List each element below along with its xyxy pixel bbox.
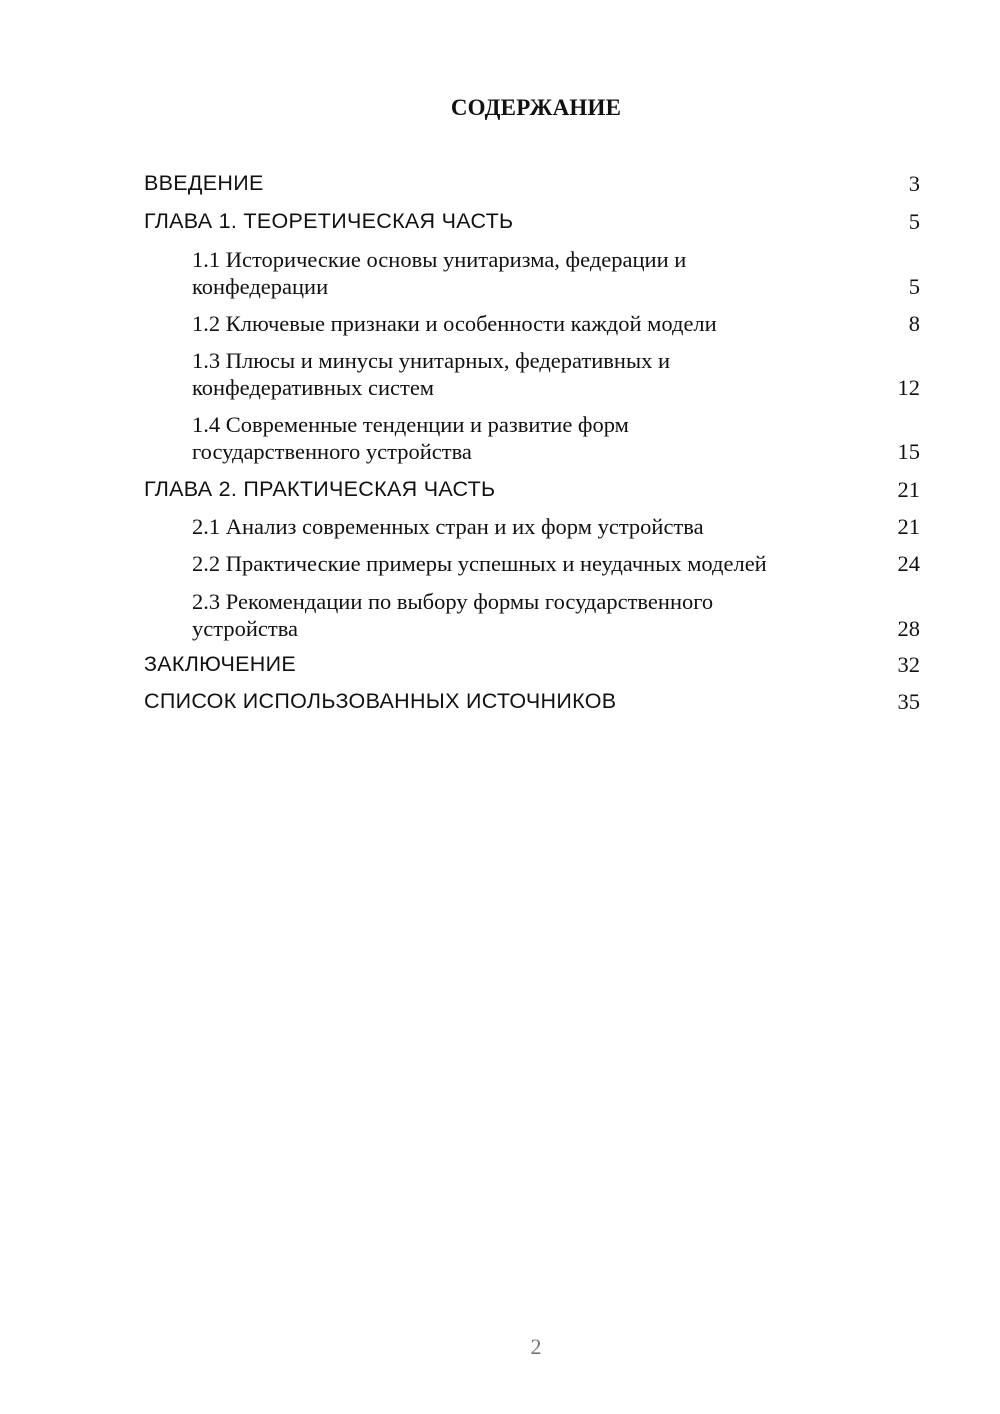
toc-entry-section-1-4 [144,411,920,465]
toc-entry-chapter-1 [144,208,920,235]
toc-entry-page: 12 [897,375,920,400]
toc-entry-label: СПИСОК ИСПОЛЬЗОВАННЫХ ИСТОЧНИКОВ [144,689,617,713]
toc-entry-page: 32 [897,652,920,677]
toc-entry-conclusion [144,651,920,678]
toc-entry-page: 35 [897,689,920,714]
toc-entry-page: 15 [897,439,920,464]
toc-entry-page: 21 [897,477,920,502]
toc-entry-page: 3 [908,171,920,196]
toc-entry-references [144,688,920,715]
toc-entry-label: ЗАКЛЮЧЕНИЕ [144,652,296,676]
toc-entry-page: 24 [897,551,920,576]
toc-entry-label: 1.2 Ключевые признаки и особенности каждой модели [192,311,717,336]
toc-entry-label: 1.4 Современные тенденции и развитие форм государственного устройства [192,412,629,464]
toc-entry-label: ВВЕДЕНИЕ [144,171,264,195]
toc-entry-page: 5 [908,209,920,234]
toc-entry-page: 5 [908,274,920,299]
toc-entry-chapter-2 [144,476,920,503]
toc-entry-label: 2.2 Практические примеры успешных и неудачных моделей [192,551,767,576]
toc-entry-label: 2.1 Анализ современных стран и их форм устройства [192,514,704,539]
toc-entry-label: ГЛАВА 1. ТЕОРЕТИЧЕСКАЯ ЧАСТЬ [144,209,514,233]
toc-entry-page: 21 [897,514,920,539]
page-number: 2 [530,1334,542,1359]
toc-entry-label: 1.3 Плюсы и минусы унитарных, федеративных и конфедеративных систем [192,348,670,400]
toc-entry-label: ГЛАВА 2. ПРАКТИЧЕСКАЯ ЧАСТЬ [144,477,496,501]
toc-entry-section-1-1 [144,246,920,300]
toc-entry-section-1-2 [144,310,920,337]
toc-entry-page: 8 [908,311,920,336]
toc-entry-section-2-2 [144,550,920,577]
toc-title: СОДЕРЖАНИЕ [450,95,622,120]
toc-entry-section-2-3 [144,588,920,642]
toc-entry-label: 1.1 Исторические основы унитаризма, федерации и конфедерации [192,247,687,299]
toc-entry-section-1-3 [144,347,920,401]
toc-entry-page: 28 [897,616,920,641]
toc-entry-section-2-1 [144,513,920,540]
toc-entry-introduction [144,170,920,197]
toc-entry-label: 2.3 Рекомендации по выбору формы государственного устройства [192,589,714,641]
